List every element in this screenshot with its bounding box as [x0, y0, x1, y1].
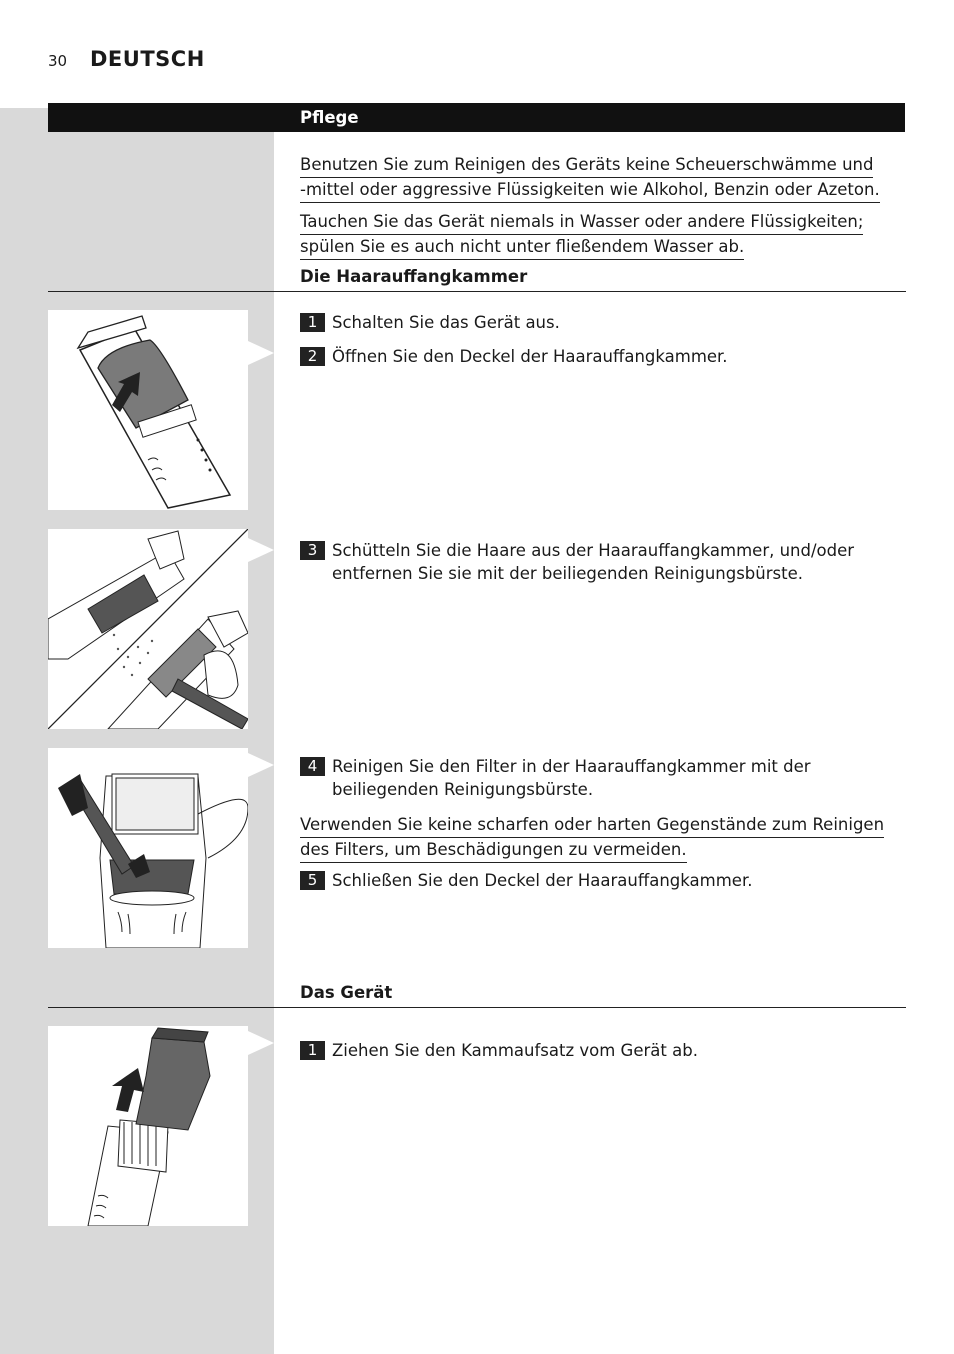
warning-no-abrasives	[300, 153, 880, 203]
warning-line: -mittel oder aggressive Flüssigkeiten wie Alkohol, Benzin oder Azeton.	[300, 178, 880, 203]
filter-brush-illustration	[48, 748, 248, 948]
warning-line: spülen Sie es auch nicht unter fließendem Wasser ab.	[300, 235, 744, 260]
step-number: 4	[300, 757, 325, 776]
step-text-block	[332, 539, 854, 585]
section-header-bar	[48, 103, 905, 132]
trimmer-clean-illustration	[48, 529, 248, 729]
figure-shake-hairs	[48, 529, 248, 729]
language-title: DEUTSCH	[90, 47, 205, 71]
subsection-title-geraet: Das Gerät	[300, 983, 393, 1002]
step-text: entfernen Sie sie mit der beiliegenden Reinigungsbürste.	[332, 564, 803, 583]
step-item	[300, 1039, 698, 1062]
figure-pointer	[248, 1031, 274, 1055]
figure-pointer	[248, 753, 274, 777]
step-text: beiliegenden Reinigungsbürste.	[332, 780, 594, 799]
page-number: 30	[48, 52, 68, 70]
step-number: 1	[300, 1041, 325, 1060]
comb-removal-illustration	[48, 1026, 248, 1226]
section-title: Pflege	[300, 108, 359, 127]
step-item	[300, 755, 811, 801]
figure-pointer	[248, 341, 274, 365]
warning-no-water	[300, 210, 863, 260]
figure-pointer	[248, 538, 274, 562]
warning-line: des Filters, um Beschädigungen zu vermeiden.	[300, 838, 687, 863]
subsection-title-haarauffangkammer: Die Haarauffangkammer	[300, 267, 528, 286]
step-text: Schütteln Sie die Haare aus der Haarauffangkammer, und/oder	[332, 541, 855, 560]
figure-remove-comb	[48, 1026, 248, 1226]
step-text: Schließen Sie den Deckel der Haarauffangkammer.	[332, 871, 753, 890]
step-number: 2	[300, 347, 325, 366]
step-number: 3	[300, 541, 325, 560]
step-text: Schalten Sie das Gerät aus.	[332, 313, 560, 332]
step-number: 1	[300, 313, 325, 332]
step-text: Ziehen Sie den Kammaufsatz vom Gerät ab.	[332, 1041, 698, 1060]
step-item	[300, 345, 728, 368]
step-number: 5	[300, 871, 325, 890]
warning-line: Benutzen Sie zum Reinigen des Geräts keine Scheuerschwämme und	[300, 153, 873, 178]
trimmer-open-illustration	[48, 310, 248, 510]
step-text: Reinigen Sie den Filter in der Haarauffangkammer mit der	[332, 757, 811, 776]
step-item	[300, 311, 560, 334]
figure-open-chamber	[48, 310, 248, 510]
divider	[48, 291, 906, 292]
figure-clean-filter	[48, 748, 248, 948]
step-text-block	[332, 755, 811, 801]
divider	[48, 1007, 906, 1008]
step-text: Öffnen Sie den Deckel der Haarauffangkammer.	[332, 347, 728, 366]
warning-line: Tauchen Sie das Gerät niemals in Wasser oder andere Flüssigkeiten;	[300, 210, 863, 235]
warning-no-sharp-objects	[300, 813, 884, 863]
warning-line: Verwenden Sie keine scharfen oder harten Gegenstände zum Reinigen	[300, 813, 884, 838]
step-item	[300, 869, 752, 892]
step-item	[300, 539, 854, 585]
